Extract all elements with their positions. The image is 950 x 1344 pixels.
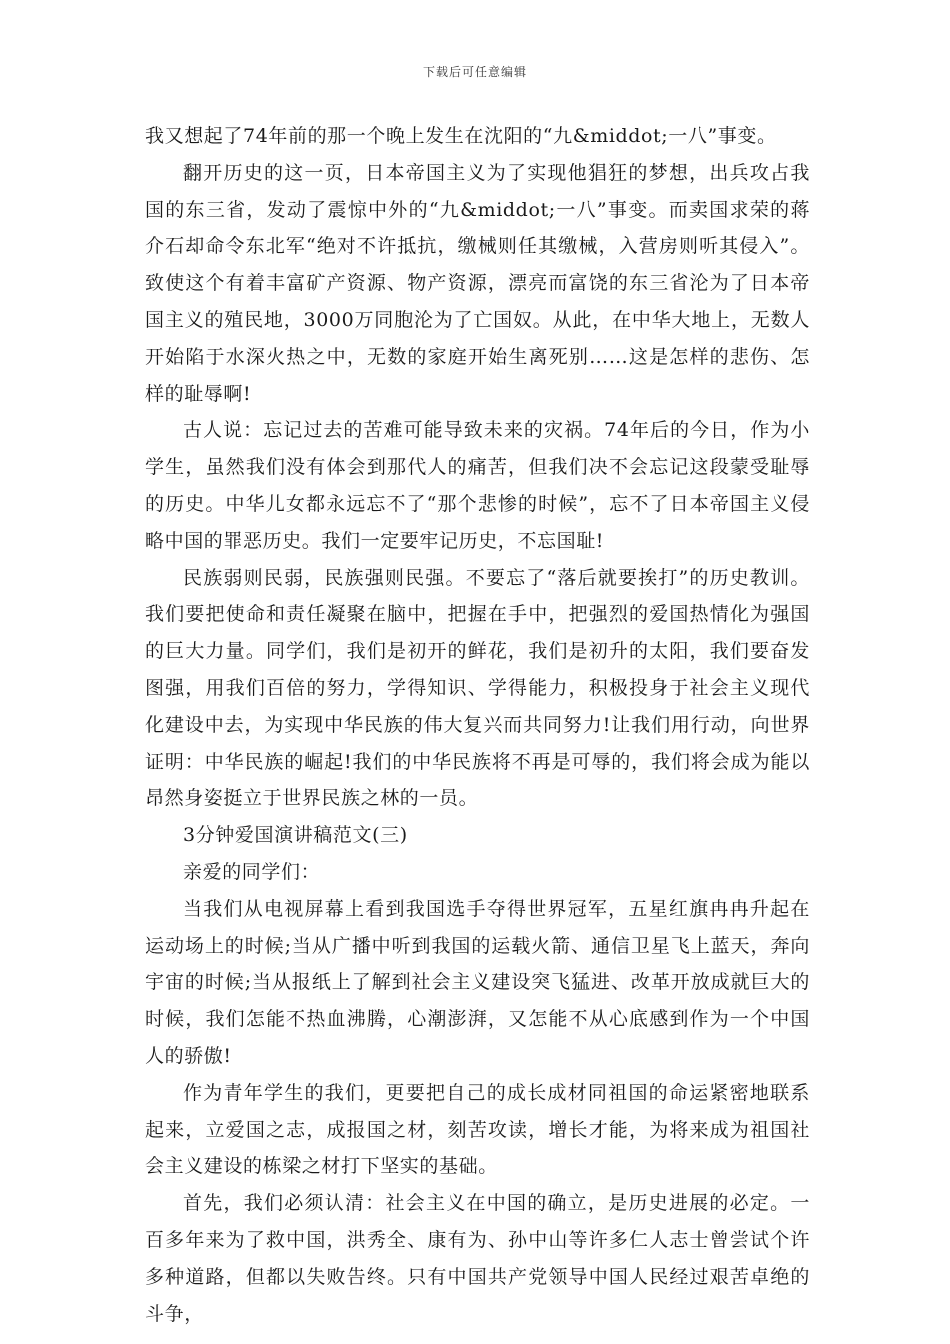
paragraph-4: 民族弱则民弱，民族强则民强。不要忘了“落后就要挨打”的历史教训。我们要把使命和责任凝聚在脑中，把握在手中，把强烈的爱国热情化为强国的巨大力量。同学们，我们是初开的鲜花，我们是初升的太阳，我们要奋发图强，用我们百倍的努力，学得知识、学得能力，积极投身于社会主义现代化建设中去，为实现中华民族的伟大复兴而共同努力!让我们用行动，向世界证明：中华民族的崛起!我们的中华民族将不再是可辱的，我们将会成为能以昂然身姿挺立于世界民族之林的一员。 <box>145 566 810 810</box>
document-body <box>145 118 810 1332</box>
section-heading: 3分钟爱国演讲稿范文(三) <box>183 824 408 847</box>
paragraph-6: 作为青年学生的我们，更要把自己的成长成材同祖国的命运紧密地联系起来，立爱国之志，成报国之材，刻苦攻读，增长才能，为将来成为祖国社会主义建设的栋梁之材打下坚实的基础。 <box>145 1081 810 1178</box>
paragraph-7: 首先，我们必须认清：社会主义在中国的确立，是历史进展的必定。一百多年来为了救中国，洪秀全、康有为、孙中山等许多仁人志士曾尝试个许多种道路，但都以失败告终。只有中国共产党领导中国人民经过艰苦卓绝的斗争， <box>145 1192 810 1325</box>
salutation: 亲爱的同学们： <box>183 860 321 883</box>
page-header-note: 下载后可任意编辑 <box>422 65 527 79</box>
paragraph-2: 翻开历史的这一页，日本帝国主义为了实现他猖狂的梦想，出兵攻占我国的东三省，发动了震惊中外的“九&middot;一八”事变。而卖国求荣的蒋介石却命令东北军“绝对不许抵抗，缴械则任其缴械，入营房则听其侵入”。致使这个有着丰富矿产资源、物产资源，漂亮而富饶的东三省沦为了日本帝国主义的殖民地，3000万同胞沦为了亡国奴。从此，在中华大地上，无数人开始陷于水深火热之中，无数的家庭开始生离死别……这是怎样的悲伤、怎样的耻辱啊! <box>145 161 810 405</box>
paragraph-1: 我又想起了74年前的那一个晚上发生在沈阳的“九&middot;一八”事变。 <box>145 125 777 147</box>
paragraph-5: 当我们从电视屏幕上看到我国选手夺得世界冠军，五星红旗冉冉升起在运动场上的时候;当从广播中听到我国的运载火箭、通信卫星飞上蓝天，奔向宇宙的时候;当从报纸上了解到社会主义建设突飞猛进、改革开放成就巨大的时候，我们怎能不热血沸腾，心潮澎湃，又怎能不从心底感到作为一个中国人的骄傲! <box>145 897 810 1067</box>
paragraph-3: 古人说：忘记过去的苦难可能导致未来的灾祸。74年后的今日，作为小学生，虽然我们没有体会到那代人的痛苦，但我们决不会忘记这段蒙受耻辱的历史。中华儿女都永远忘不了“那个悲惨的时候”，忘不了日本帝国主义侵略中国的罪恶历史。我们一定要牢记历史，不忘国耻! <box>145 419 810 552</box>
